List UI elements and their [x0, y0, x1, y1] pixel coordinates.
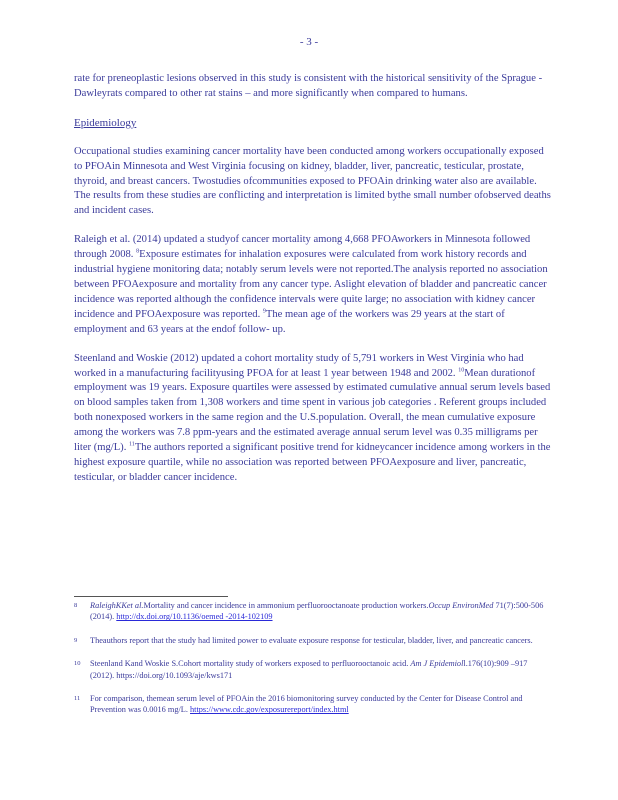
footnote-8-journal: Occup EnvironMed [428, 601, 494, 610]
footnote-11-cdc-link[interactable]: https://www.cdc.gov/exposurereport/index.html [190, 705, 349, 715]
footnote-11 [74, 693, 552, 716]
footnotes [74, 600, 552, 728]
footnote-ref-8[interactable]: 8 [136, 248, 140, 255]
paragraph-occupational-studies: Occupational studies examining cancer mortality have been conducted among workers occupationally exposed to PFOAin Minnesota and West Virginia focusing on kidney, bladder, liver, pancreatic, testicular, prostate, thyroid, and breast cancers. Twostudies ofcommunities exposed to PFOAin drinking water also are available. The results from these studies are conflicting and interpretation is limited bythe small number ofobserved deaths and incident cases. [74, 145, 551, 217]
steenland-text-c: The authors reported a significant positive trend for kidneycancer incidence among workers in the highest exposure quartile, while no association was reported between PFOAexposure and liver, pancreatic, testicular, or bladder cancer incidence. [74, 442, 551, 483]
footnote-10 [74, 658, 552, 681]
footnote-11-text: For comparison, themean serum level of PFOAin the 2016 biomonitoring survey conducted by the Center for Disease Control and Prevention was 0.0016 mg/L. [90, 694, 523, 715]
footnote-8-details: 71(7):500-506 (2014). [90, 601, 544, 622]
footnote-divider [74, 596, 228, 597]
footnote-9 [74, 635, 552, 646]
section-heading-epidemiology: Epidemiology [74, 116, 137, 129]
footnote-ref-10[interactable]: 10 [458, 366, 465, 373]
intro-paragraph: rate for preneoplastic lesions observed in this study is consistent with the historical sensitivity of the Sprague -Dawleyrats compared to other rat stains – and more significantly when compared to humans. [74, 73, 543, 99]
footnote-9-text: Theauthors report that the study had limited power to evaluate exposure response for testicular, bladder, liver, and pancreatic cancers. [90, 635, 533, 645]
footnote-10-details: l.176(10):909 –917 (2012). https://doi.org/10.1093/aje/kws171 [90, 659, 528, 680]
footnote-8-title: Mortality and cancer incidence in ammonium perfluorooctanoate production workers. [143, 601, 429, 610]
page-number: - 3 - [299, 36, 319, 48]
footnote-number: 8 [74, 602, 78, 609]
raleigh-text-c: The mean age of the workers was 29 years at the start of employment and 63 years at the endof follow- up. [74, 308, 505, 335]
footnote-ref-9[interactable]: 9 [262, 308, 266, 315]
footnote-8-doi-link[interactable]: http://dx.doi.org/10.1136/oemed -2014-102109 [116, 612, 273, 622]
steenland-text-a: Steenland and Woskie (2012) updated a cohort mortality study of 5,791 workers in West Virginia who had worked in a manufacturing facilityusing PFOA for at least 1 year between 1948 and 2002. [74, 352, 524, 379]
footnote-number: 9 [74, 636, 78, 644]
footnote-number: 10 [74, 660, 81, 668]
footnote-10-journal: Am J Epidemiol [410, 659, 464, 669]
paragraph-raleigh [74, 233, 552, 337]
steenland-text-b: Mean durationof employment was 19 years. Exposure quartiles were assessed by estimated cumulative annual serum levels based on blood samples taken from 1,308 workers and time spent in various job categories . Referent groups included both nonexposed workers in the same region and the U.S.population. Overall, the mean cumulative exposure among the workers was 7.8 ppm-years and the estimated average annual serum level was 0.35 milligrams per liter (mg/L). [74, 367, 551, 454]
paragraph-steenland [74, 352, 552, 486]
footnote-8-authors: RaleighKKet al. [90, 601, 144, 610]
footnote-ref-11[interactable]: 11 [129, 441, 135, 448]
footnote-10-text: Steenland Kand Woskie S.Cohort mortality study of workers exposed to perfluorooctanoic acid. [90, 659, 411, 669]
footnote-number: 11 [74, 695, 81, 703]
footnote-8 [74, 600, 552, 623]
raleigh-text-a: Raleigh et al. (2014) updated a studyof cancer mortality among 4,668 PFOAworkers in Minnesota followed through 2008. [74, 234, 531, 261]
raleigh-text-b: Exposure estimates for inhalation exposures were calculated from work history records and industrial hygiene monitoring data; notably serum levels were not reported.The analysis reported no association between PFOAexposure and mortality from any cancer type. Aslight elevation of bladder and pancreatic cancer incidence was reported although the confidence intervals were quite large; no association with kidney cancer incidence and PFOAexposure was reported. [74, 249, 548, 320]
main-text [74, 72, 552, 500]
